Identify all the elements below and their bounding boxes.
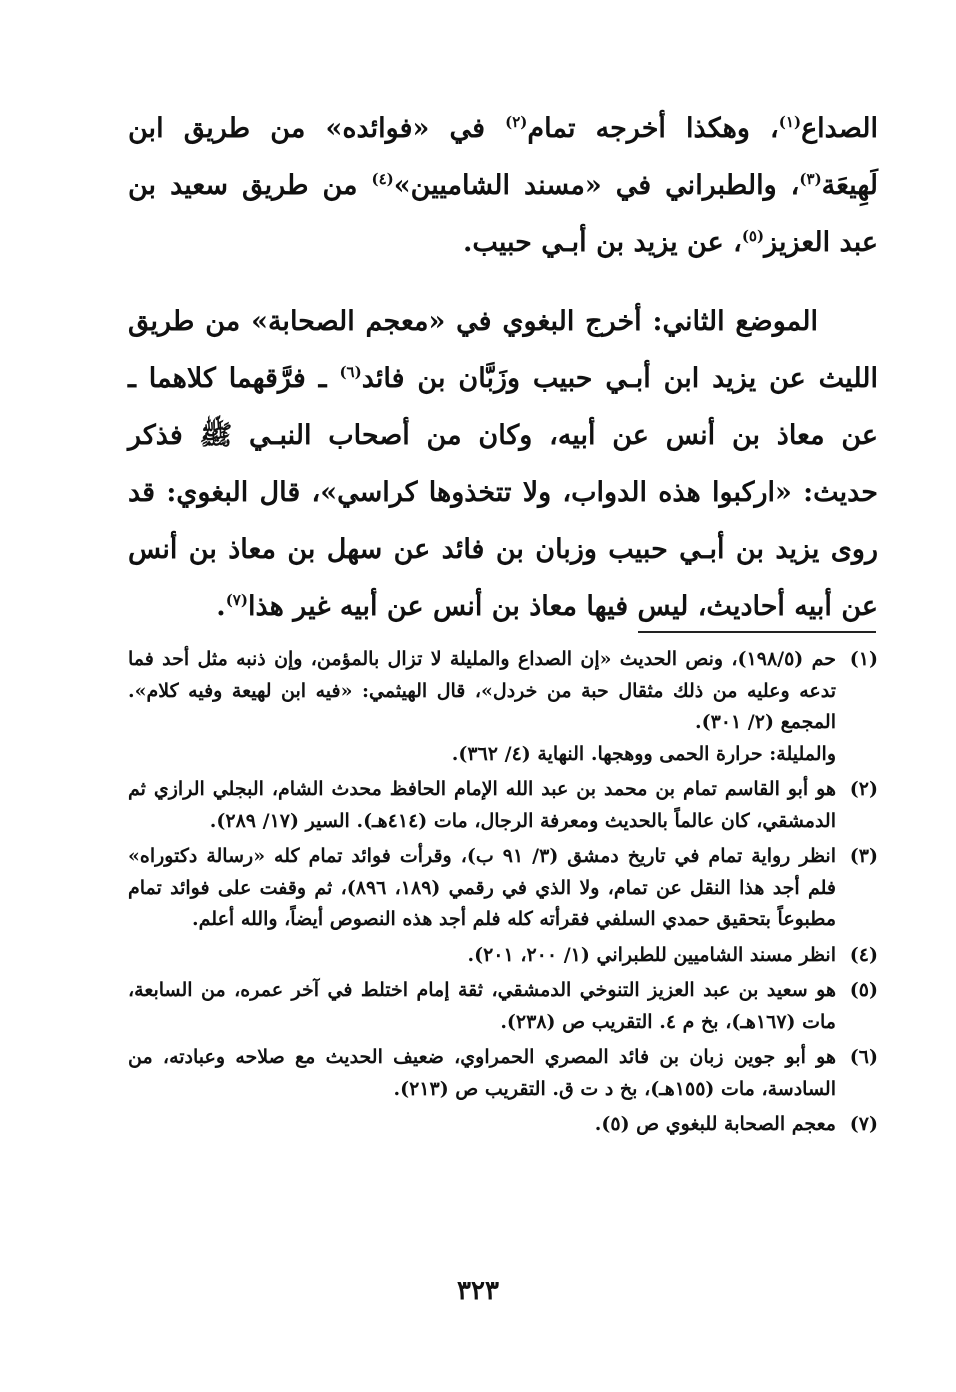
footnote-marker: (٣) [799,170,822,188]
footnote [128,975,878,1038]
footnote-text: هو أبو جوين زبان بن فائد المصري الحمراوي، ضعيف الحديث مع صلاحه وعبادته، من السادسة، مات (١٥٥هـ)، بخ د ت ق. التقريب ص (٢١٣). [128,1046,836,1100]
footnote-marker: (٧) [225,591,248,609]
paragraph [128,293,878,635]
footnote-number: (١) [849,648,878,670]
paragraph [128,100,878,271]
footnote [128,644,878,770]
footnote-body [128,774,836,837]
footnote-text: هو أبو القاسم تمام بن محمد بن عبد الله الإمام الحافظ محدث الشام، البجلي الرازي ثم الدمشقي، كان عالماً بالحديث ومعرفة الرجال، مات (٤١٤هـ). السير (١٧/ ٢٨٩). [128,778,836,832]
footnote [128,774,878,837]
text-run: في «فوائده» من طريق ابن لَهِيعَة [128,113,878,201]
footnote-number: (٥) [849,979,878,1001]
text-run: . [216,591,226,622]
footnote-number: (٦) [849,1046,878,1068]
footnote-marker: (٦) [339,363,362,381]
footnote-number: (٤) [849,943,878,966]
footnote-body [128,940,836,972]
footnote-text: هو سعيد بن عبد العزيز التنوخي الدمشقي، ثقة إمام اختلط في آخر عمره، من السابعة، مات (١٦٧هـ)، بخ م ٤. التقريب ص (٢٣٨). [128,979,836,1033]
footnote-text: والمليلة: حرارة الحمى ووهجها. النهاية (٤/ ٣٦٢). [451,742,836,765]
text-run: الموضع الثاني: أخرج البغوي في «معجم الصحابة» من طريق الليث عن يزيد ابن أبـي حبيب وزَبَّان بن فائد [128,306,878,394]
footnote-text: انظر مسند الشاميين للطبراني (١/ ٢٠٠، ٢٠١). [467,943,836,966]
footnote-marker: (٢) [505,113,528,131]
footnote-text: انظر رواية تمام في تاريخ دمشق (٣/ ٩١ ب)، وقرأت فوائد تمام كله «رسالة دكتوراه» فلم أجد هذا النقل عن تمام، ولا الذي في رقمي (١٨٩، ٨٩٦)، ثم وقفت على فوائد تمام مطبوعاً بتحقيق حمدي السلفي فقرأته كله فلم أجد هذه النصوص أيضاً، والله أعلم. [128,845,836,930]
text-run: ، عن يزيد بن أبـي حبيب. [462,227,742,258]
footnote-body [128,1042,836,1105]
text-run: ، وهكذا أخرجه تمام [527,113,779,144]
footnote-body [128,1109,836,1141]
footnote-number: (٢) [849,778,878,800]
footnote-body [128,841,836,936]
footnote [128,841,878,936]
footnote-separator [638,631,876,633]
text-run: ـ فرَّقهما كلاهما ـ عن معاذ بن أنس عن أبيه، وكان من أصحاب النبـي ﷺ فذكر حديث: «اركبوا هذه الدواب، ولا تتخذوها كراسي»، قال البغوي: قد روى يزيد بن أبـي حبيب وزبان بن فائد عن سهل بن معاذ بن أنس عن أبيه أحاديث، ليس فيها معاذ بن أنس عن أبيه غير هذا [128,363,878,622]
footnote [128,1109,878,1141]
footnote [128,940,878,972]
footnotes [128,644,878,1145]
footnote-body [128,975,836,1038]
main-text [128,100,878,635]
text-run: ، والطبراني في «مسند الشاميين» [393,170,800,201]
footnote-marker: (٤) [371,170,394,188]
footnote [128,1042,878,1105]
footnote-number: (٣) [849,845,878,867]
footnote-marker: (٥) [741,227,765,245]
text-run: من طريق سعيد بن عبد العزيز [128,170,878,258]
footnote-number: (٧) [849,1113,878,1135]
page-number: ٣٢٣ [457,1276,499,1306]
footnote-marker: (١) [778,113,802,131]
footnote-text: معجم الصحابة للبغوي ص (٥). [594,1113,836,1135]
text-run: الصداع [801,113,878,144]
footnote-text: حم (١٩٨/٥)، ونص الحديث «إن الصداع والمليلة لا تزال بالمؤمن، وإن ذنبه مثل أحد فما تدعه وعليه من ذلك مثقال حبة من خردل»، قال الهيثمي: «فيه ابن لهيعة وفيه كلام». المجمع (٢/ ٣٠١). [128,648,836,733]
footnote-body [128,644,836,770]
